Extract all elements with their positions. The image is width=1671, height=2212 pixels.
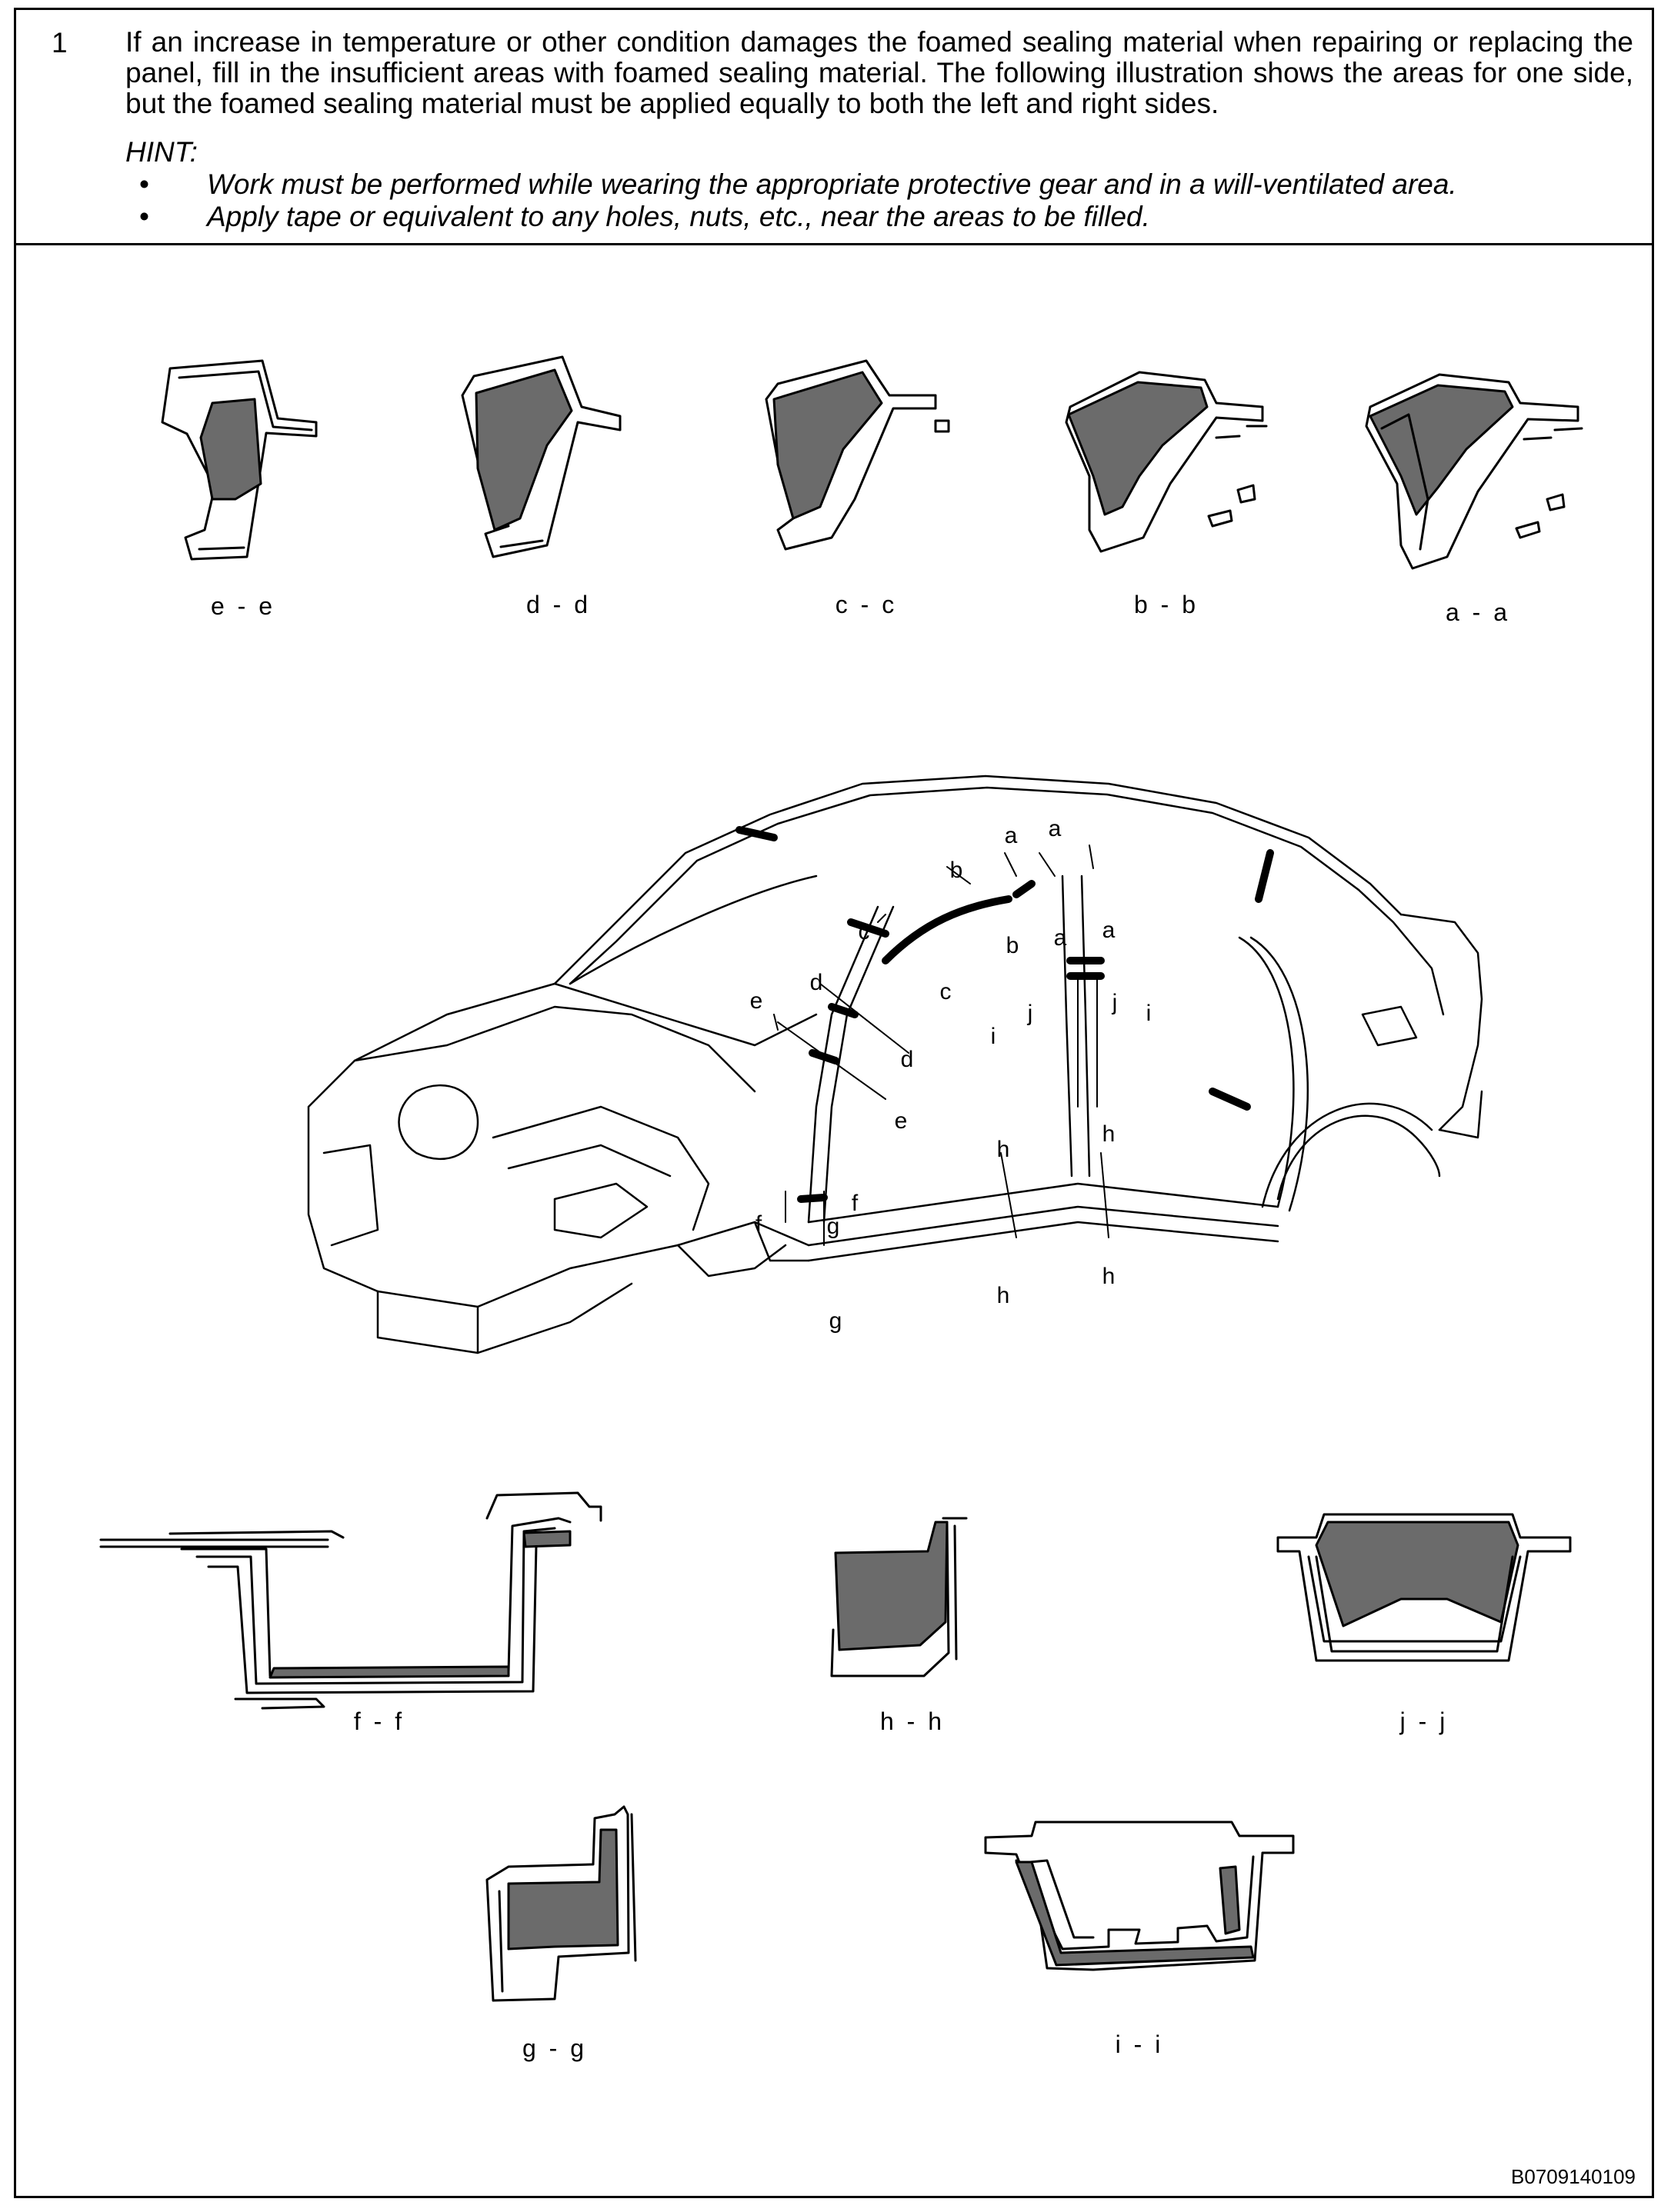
cut-line-leaders (774, 845, 1109, 1245)
section-label-f: f - f (353, 1707, 405, 1735)
section-label-a: a - a (1445, 598, 1511, 626)
cut-label-b: b (949, 858, 963, 883)
cut-label-i: i (1146, 1001, 1152, 1026)
cut-label-e: e (894, 1108, 908, 1134)
cut-label-c: c (939, 979, 952, 1004)
hint-bullet-text: Work must be performed while wearing the appropriate protective gear and in a will-ventilated area. (207, 168, 1457, 200)
cut-label-j: j (1027, 1001, 1033, 1026)
cut-label-h: h (1102, 1264, 1116, 1289)
step-number: 1 (52, 27, 68, 58)
foamed-sealing-illustration (16, 245, 1652, 2196)
cut-label-g: g (829, 1308, 842, 1334)
section-h-h-drawing (832, 1518, 966, 1676)
cut-label-d: d (900, 1047, 914, 1072)
section-e-e-drawing (162, 361, 316, 559)
hint-bullet-text: Apply tape or equivalent to any holes, nuts, etc., near the areas to be filled. (207, 201, 1150, 232)
instruction-paragraph: If an increase in temperature or other condition damages the foamed sealing material when repairing or replacing the panel, fill in the insufficient areas with foamed sealing material. The following illustration shows the areas for one side, but the foamed sealing material must be applied equally to both the left and right sides. (125, 26, 1633, 119)
cut-label-h: h (1102, 1121, 1116, 1147)
instruction-cell (16, 10, 1652, 245)
cut-label-f: f (755, 1211, 762, 1237)
bullet-icon: • (139, 201, 149, 232)
section-b-b-drawing (1066, 372, 1266, 551)
cut-label-i: i (990, 1024, 996, 1049)
section-g-g-drawing (487, 1807, 635, 2000)
section-label-c: c - c (835, 591, 898, 618)
cut-label-f: f (851, 1191, 859, 1216)
section-f-f-drawing (101, 1493, 601, 1708)
illustration-code: B0709140109 (1511, 2165, 1636, 2188)
vehicle-body-drawing (309, 776, 1482, 1353)
cut-label-a: a (1004, 823, 1018, 848)
cut-label-h: h (996, 1283, 1010, 1308)
cut-label-b: b (1006, 933, 1019, 958)
cut-label-h: h (996, 1137, 1010, 1162)
cut-label-g: g (826, 1214, 840, 1239)
section-label-j: j - j (1399, 1707, 1449, 1735)
section-i-i-drawing (986, 1822, 1293, 1970)
section-label-e: e - e (210, 592, 276, 620)
section-j-j-drawing (1278, 1514, 1570, 1661)
cut-label-j: j (1112, 990, 1118, 1015)
section-label-d: d - d (525, 591, 592, 618)
cut-label-d: d (809, 970, 823, 995)
section-d-d-drawing (462, 357, 620, 557)
cut-label-a: a (1048, 816, 1062, 841)
cut-label-a: a (1053, 925, 1067, 951)
hint-label: HINT: (125, 136, 198, 168)
section-label-h: h - h (879, 1707, 946, 1735)
section-c-c-drawing (766, 361, 949, 549)
bullet-icon: • (139, 168, 149, 200)
cut-label-e: e (749, 988, 763, 1014)
section-label-b: b - b (1133, 591, 1199, 618)
cut-label-c: c (858, 919, 870, 944)
procedure-table (14, 8, 1654, 2198)
section-label-i: i - i (1115, 2030, 1164, 2058)
section-a-a-drawing (1366, 375, 1582, 568)
section-label-g: g - g (522, 2034, 588, 2062)
cut-label-a: a (1102, 918, 1116, 943)
